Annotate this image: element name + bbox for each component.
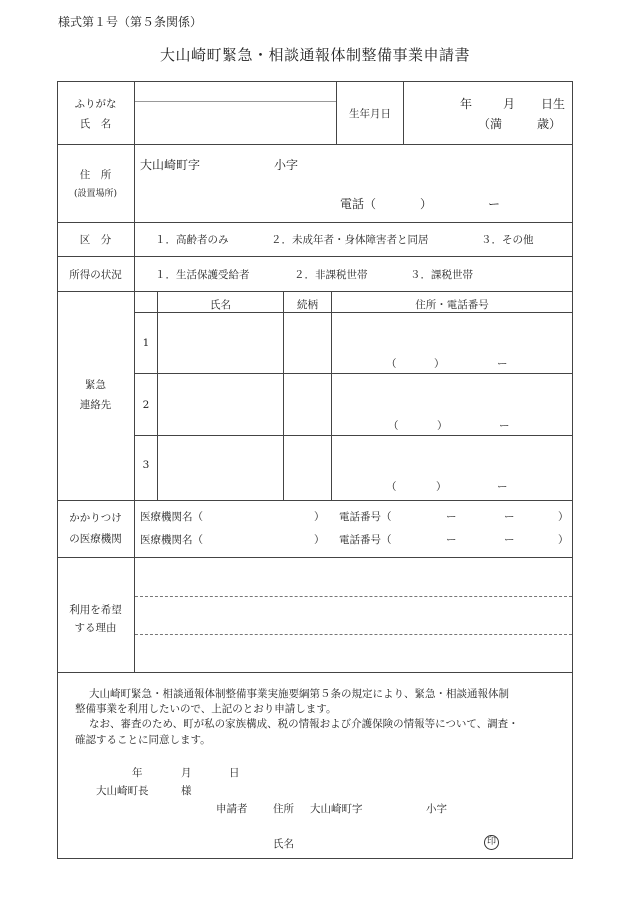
name-label: 氏 名 <box>79 118 112 130</box>
emergency-label-1: 緊急 <box>85 379 106 391</box>
medical-label-2: の医療機関 <box>69 533 122 545</box>
age-close: 歳） <box>537 117 562 131</box>
income-label: 所得の状況 <box>69 269 122 281</box>
category-option-1[interactable]: １．高齢者のみ <box>155 234 229 246</box>
installation-place-label: (設置場所) <box>73 189 118 199</box>
phone-dash-1: ー <box>446 534 457 546</box>
declaration-p1-line2: 整備事業を利用したいので、上記のとおり申請します。 <box>75 703 337 715</box>
date-year-unit: 年 <box>132 767 143 779</box>
phone-dash: ー <box>488 197 501 211</box>
phone-paren-close: ） <box>436 481 447 493</box>
addressee-honorific: 様 <box>181 785 192 797</box>
institution-label: 医療機関名（ <box>140 511 203 523</box>
applicant-address-label: 住所 <box>273 803 294 815</box>
form-code: 様式第１号（第５条関係） <box>58 15 203 29</box>
reason-field[interactable] <box>136 559 570 670</box>
phone-paren-close: ） <box>437 420 448 432</box>
phone-dash: ー <box>497 481 508 493</box>
applicant-label: 申請者 <box>216 803 248 815</box>
declaration-p2-line2: 確認することに同意します。 <box>75 734 211 746</box>
address-field[interactable] <box>136 173 570 187</box>
applicant-koaza: 小字 <box>426 803 447 815</box>
document-title: 大山崎町緊急・相談通報体制整備事業申請書 <box>159 46 470 64</box>
phone-label: 電話（ <box>340 197 377 211</box>
phone-dash-1: ー <box>446 511 457 523</box>
phone-paren-open: （ <box>386 481 397 493</box>
emergency-label-2: 連絡先 <box>79 399 112 411</box>
phone-close: ） <box>558 511 569 523</box>
phone-dash: ー <box>497 358 508 370</box>
category-option-3[interactable]: ３．その他 <box>481 234 534 246</box>
applicant-name-label: 氏名 <box>273 838 294 850</box>
furigana-label: ふりがな <box>74 98 117 110</box>
phone-paren-close: ） <box>434 358 445 370</box>
address-town: 大山崎町字 <box>140 158 201 172</box>
birthdate-label: 生年月日 <box>349 108 391 120</box>
phone-dash-2: ー <box>504 511 515 523</box>
birth-month-unit: 月 <box>503 97 516 111</box>
age-open: （満 <box>478 117 503 131</box>
name-field[interactable] <box>136 103 334 142</box>
category-option-2[interactable]: ２．未成年者・身体障害者と同居 <box>271 234 429 246</box>
addressee: 大山崎町長 <box>96 785 149 797</box>
income-option-2[interactable]: ２．非課税世帯 <box>294 269 368 281</box>
reason-label-1: 利用を希望 <box>69 604 122 616</box>
phone-number-label: 電話番号（ <box>339 534 392 546</box>
institution-label: 医療機関名（ <box>140 534 203 546</box>
declaration-p2-line1: なお、審査のため、町が私の家族構成、税の情報および介護保険の情報等について、調査・ <box>89 718 519 730</box>
row-number: 1 <box>142 337 150 349</box>
declaration-p1-line1: 大山崎町緊急・相談通報体制整備事業実施要綱第５条の規定により、緊急・相談通報体制 <box>89 688 509 700</box>
phone-close: ） <box>558 534 569 546</box>
col-address-header: 住所・電話番号 <box>415 299 489 311</box>
row-number: 2 <box>142 399 150 411</box>
date-day-unit: 日 <box>229 767 240 779</box>
income-option-3[interactable]: ３．課税世帯 <box>410 269 473 281</box>
applicant-town: 大山崎町字 <box>310 803 363 815</box>
address-label: 住 所 <box>79 169 112 181</box>
birth-day-unit: 日生 <box>541 97 566 111</box>
row-number: 3 <box>142 459 150 471</box>
seal-mark: 印 <box>484 835 499 850</box>
col-name-header: 氏名 <box>210 299 231 311</box>
phone-number-label: 電話番号（ <box>339 511 392 523</box>
phone-dash: ー <box>499 420 510 432</box>
furigana-field[interactable] <box>136 83 334 100</box>
contact-relation-field[interactable] <box>285 314 329 371</box>
contact-relation-field[interactable] <box>285 437 329 498</box>
applicant-name-field[interactable] <box>300 830 478 850</box>
phone-dash-2: ー <box>504 534 515 546</box>
institution-close: ） <box>314 534 325 546</box>
contact-relation-field[interactable] <box>285 375 329 433</box>
contact-name-field[interactable] <box>159 375 281 433</box>
income-option-1[interactable]: １．生活保護受給者 <box>155 269 250 281</box>
contact-name-field[interactable] <box>159 314 281 371</box>
institution-close: ） <box>314 511 325 523</box>
medical-label-1: かかりつけ <box>69 512 122 524</box>
address-koaza: 小字 <box>274 158 299 172</box>
birth-year-unit: 年 <box>460 97 473 111</box>
category-label: 区 分 <box>79 234 112 246</box>
phone-close: ） <box>420 197 433 211</box>
reason-label-2: する理由 <box>74 622 117 634</box>
date-month-unit: 月 <box>181 767 192 779</box>
col-relation-header: 続柄 <box>297 299 318 311</box>
phone-paren-open: （ <box>386 358 397 370</box>
phone-paren-open: （ <box>388 420 399 432</box>
contact-name-field[interactable] <box>159 437 281 498</box>
